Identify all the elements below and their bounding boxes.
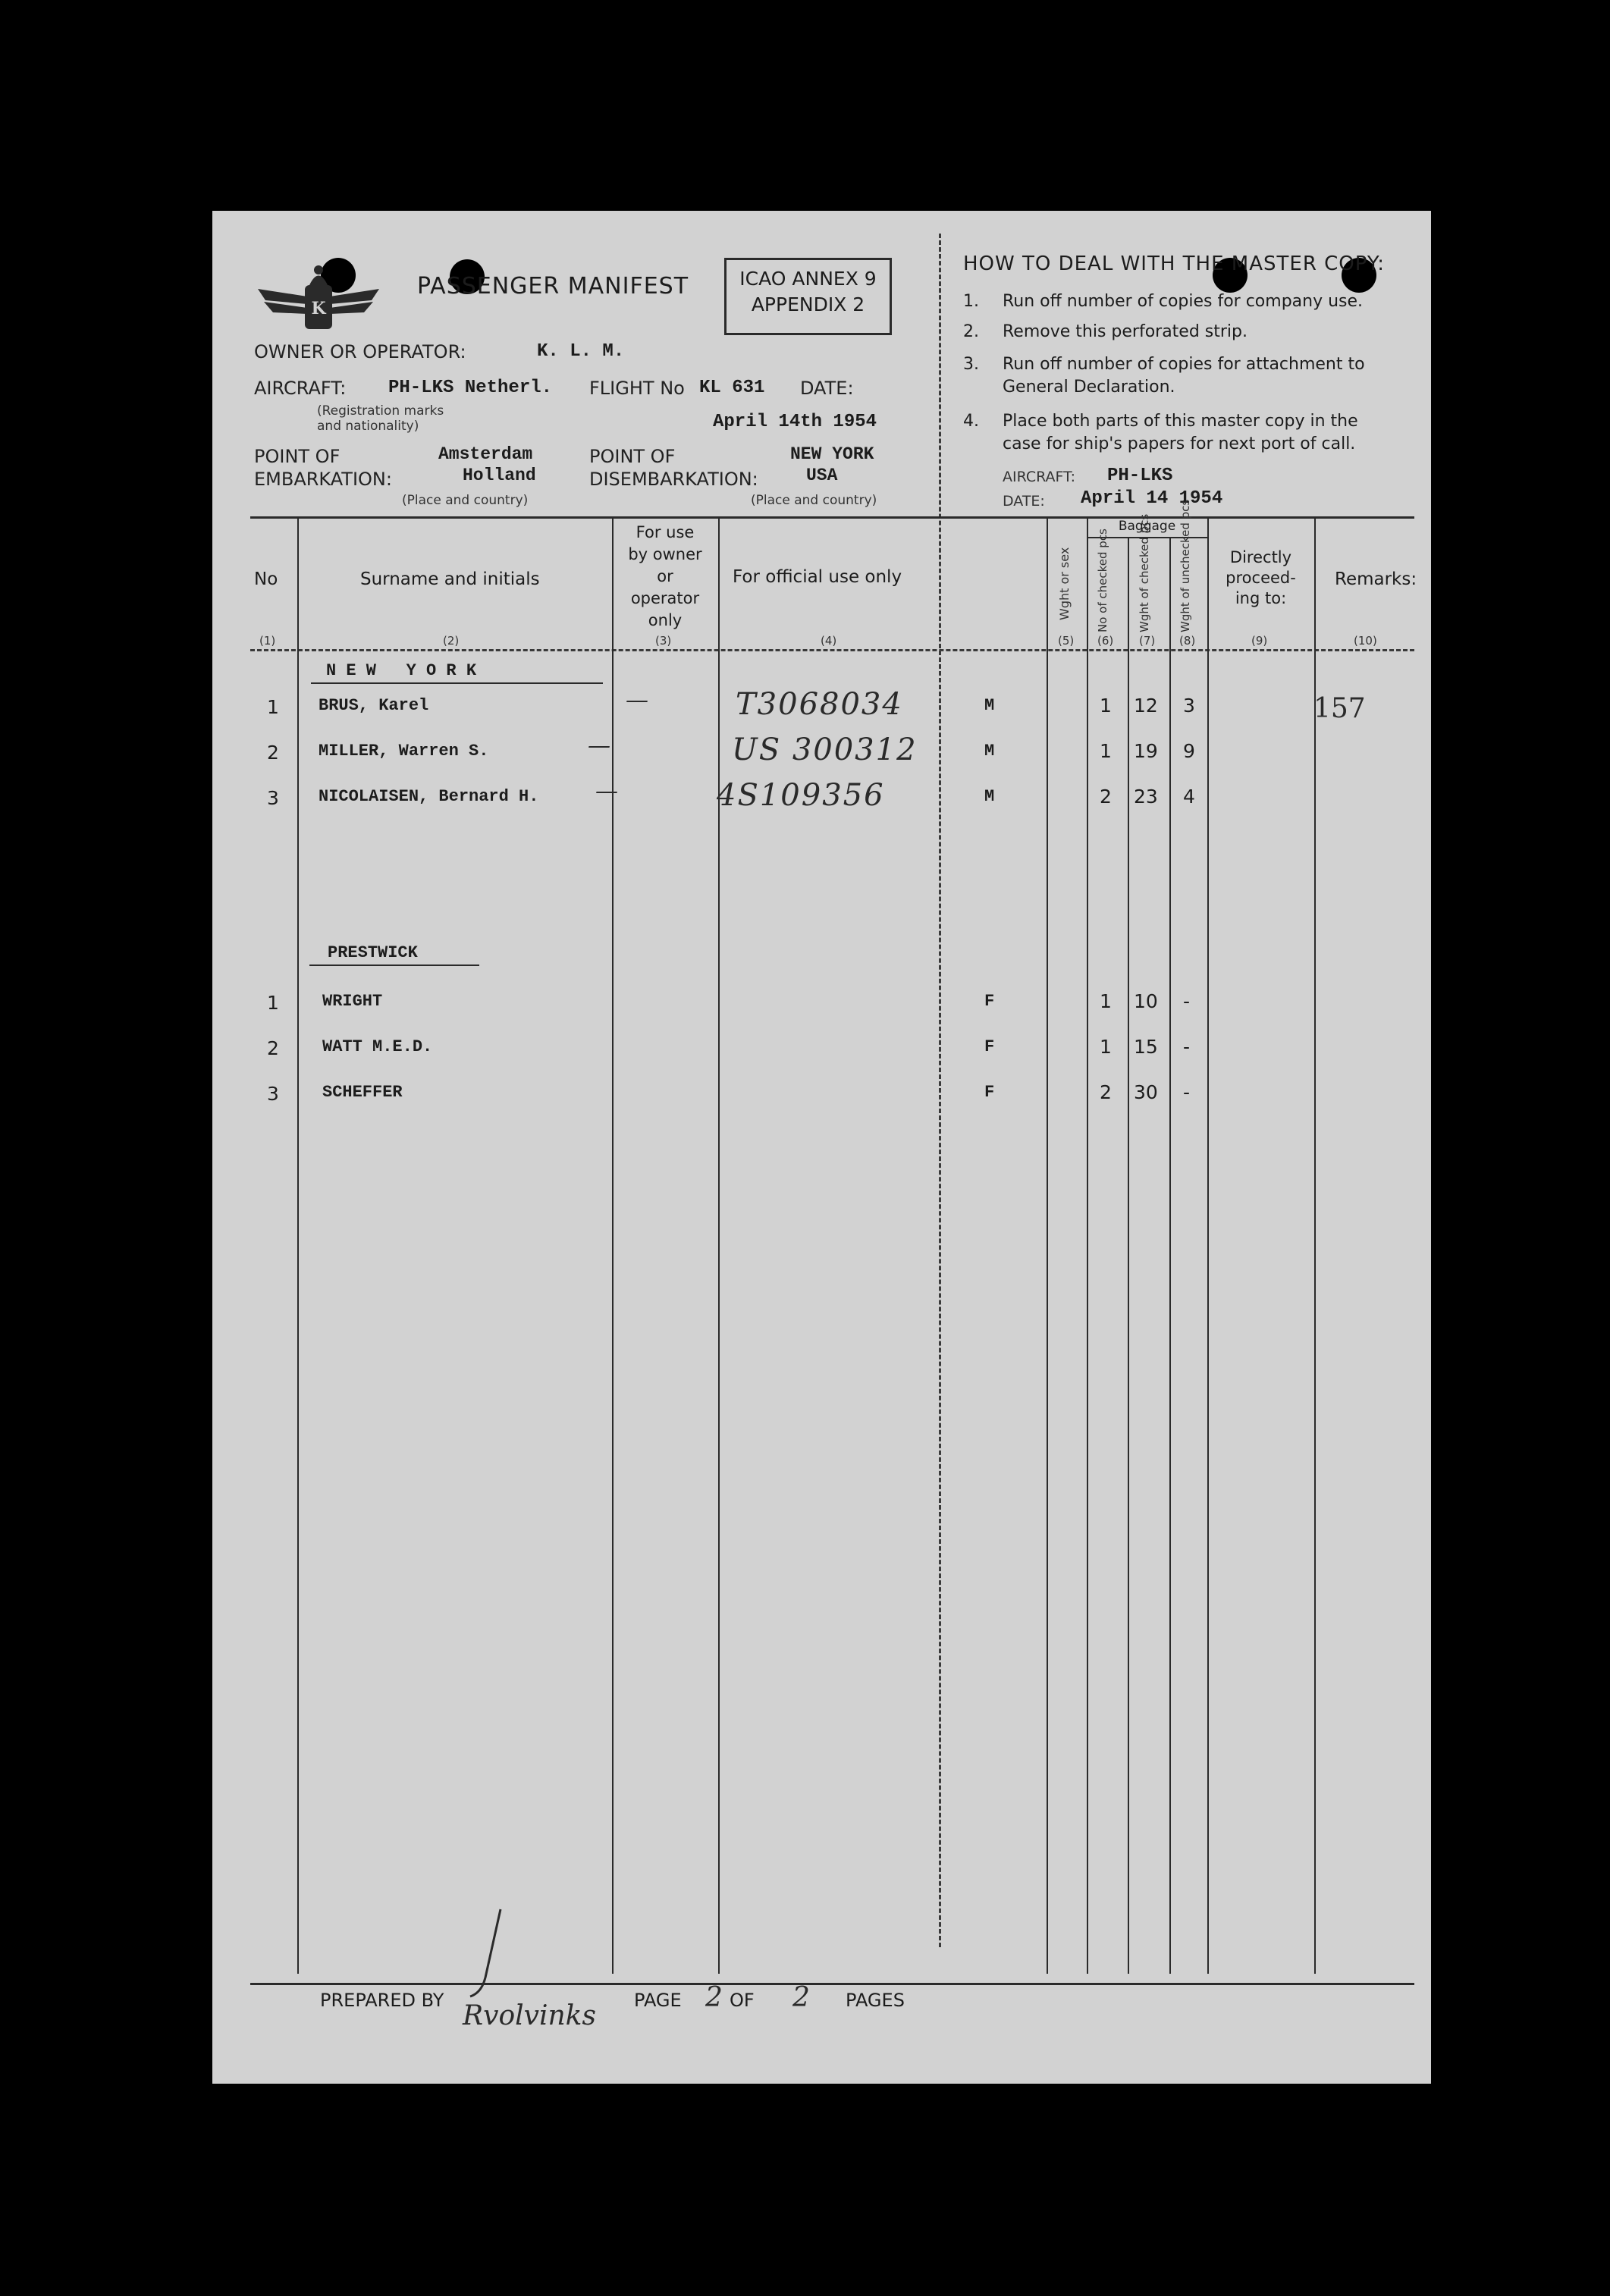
unchecked-weight: - xyxy=(1183,990,1191,1012)
unchecked-weight: - xyxy=(1183,1036,1191,1058)
manifest-sheet xyxy=(212,211,1431,2084)
col-header-directly-line: proceed- xyxy=(1226,569,1296,587)
column-number: (5) xyxy=(1058,634,1075,648)
column-number: (7) xyxy=(1139,634,1156,648)
embarkation-label: POINT OF xyxy=(254,446,341,467)
column-divider xyxy=(297,518,299,1974)
column-number: (4) xyxy=(821,634,837,648)
column-number: (2) xyxy=(443,634,460,648)
col-header-baggage: Baggage xyxy=(1118,519,1176,534)
owner-mark: — xyxy=(595,778,618,805)
passenger-sex: M xyxy=(984,787,995,806)
instruction-text: Place both parts of this master copy in the xyxy=(1003,412,1358,431)
col-header-surname: Surname and initials xyxy=(360,569,540,589)
instruction-text: Run off number of copies for company use. xyxy=(1003,292,1364,311)
signature: Rvolvinks xyxy=(463,2000,596,2031)
column-number: (9) xyxy=(1251,634,1268,648)
col-header-owner-use-line: by owner xyxy=(628,545,702,563)
row-number: 3 xyxy=(267,1083,279,1105)
disembarkation-country: USA xyxy=(806,466,838,485)
instruction-text: case for ship's papers for next port of call. xyxy=(1003,434,1356,453)
date-value: April 14th 1954 xyxy=(713,412,877,432)
footer-rule xyxy=(250,1983,1414,1985)
official-number: US 300312 xyxy=(732,732,918,767)
owner-value: K. L. M. xyxy=(537,341,625,362)
passenger-sex: M xyxy=(984,696,995,715)
instruction-number: 3. xyxy=(963,355,979,374)
checked-weight: 10 xyxy=(1134,990,1158,1012)
instruction-number: 4. xyxy=(963,412,979,431)
registration-note: (Registration marks xyxy=(317,403,444,419)
passenger-sex: M xyxy=(984,742,995,761)
strip-date-label: DATE: xyxy=(1003,493,1045,510)
column-divider xyxy=(1207,518,1209,1974)
col-header-owner-use-line: only xyxy=(648,611,683,629)
checked-pieces: 1 xyxy=(1100,1036,1112,1058)
checked-pieces: 2 xyxy=(1100,786,1112,808)
col-header-no: No xyxy=(254,569,278,589)
unchecked-weight: 3 xyxy=(1183,695,1195,717)
embarkation-country: Holland xyxy=(463,466,536,485)
checked-pieces: 1 xyxy=(1100,740,1112,762)
column-number: (6) xyxy=(1097,634,1114,648)
perforation-line xyxy=(939,234,941,1947)
aircraft-label: AIRCRAFT: xyxy=(254,378,347,399)
table-top-rule xyxy=(250,516,1414,519)
col-header-owner-use-line: or xyxy=(657,567,673,585)
prepared-by-label: PREPARED BY xyxy=(320,1990,444,2011)
col-header-directly xyxy=(1207,547,1314,609)
col-header-directly-line: ing to: xyxy=(1235,589,1287,607)
passenger-sex: F xyxy=(984,1037,995,1056)
instruction-number: 1. xyxy=(963,292,979,311)
instructions-title: HOW TO DEAL WITH THE MASTER COPY: xyxy=(963,252,1386,275)
checked-weight: 23 xyxy=(1134,786,1158,808)
passenger-name: MILLER, Warren S. xyxy=(319,742,489,761)
column-divider xyxy=(612,518,614,1974)
column-divider xyxy=(1314,518,1316,1974)
column-number: (3) xyxy=(655,634,672,648)
disembarkation-place-note: (Place and country) xyxy=(751,493,877,508)
checked-weight: 15 xyxy=(1134,1036,1158,1058)
header-bottom-rule xyxy=(250,649,1414,651)
embarkation-city: Amsterdam xyxy=(438,444,533,464)
column-number: (8) xyxy=(1179,634,1196,648)
official-number: 4S109356 xyxy=(717,778,885,813)
owner-label: OWNER OR OPERATOR: xyxy=(254,341,466,362)
col-header-official: For official use only xyxy=(733,567,902,587)
icao-annex: ICAO ANNEX 9 xyxy=(739,268,877,290)
owner-mark: — xyxy=(626,687,648,714)
page-label: PAGE xyxy=(634,1990,682,2011)
checked-pieces: 1 xyxy=(1100,990,1112,1012)
flight-value: KL 631 xyxy=(699,378,765,398)
pages-label: PAGES xyxy=(846,1990,905,2011)
column-number: (1) xyxy=(259,634,276,648)
col-header-wght-unchecked: Wght of unchecked pcs xyxy=(1178,499,1192,632)
unchecked-weight: 9 xyxy=(1183,740,1195,762)
svg-text:K: K xyxy=(311,299,326,318)
strip-aircraft-label: AIRCRAFT: xyxy=(1003,469,1076,485)
passenger-name: WATT M.E.D. xyxy=(322,1037,433,1056)
col-header-pcs: No of checked pcs xyxy=(1096,529,1109,632)
instruction-number: 2. xyxy=(963,322,979,341)
date-label: DATE: xyxy=(800,378,854,399)
checked-pieces: 1 xyxy=(1100,695,1112,717)
klm-logo-icon xyxy=(250,255,387,346)
disembarkation-label: POINT OF xyxy=(589,446,676,467)
flight-label: FLIGHT No xyxy=(589,378,685,399)
unchecked-weight: 4 xyxy=(1183,786,1195,808)
page-number: 2 xyxy=(705,1982,723,2013)
registration-note-2: and nationality) xyxy=(317,419,419,434)
manifest-title: PASSENGER MANIFEST xyxy=(417,273,689,300)
row-number: 2 xyxy=(267,1037,279,1059)
remarks-value: 157 xyxy=(1313,693,1366,724)
checked-weight: 30 xyxy=(1134,1081,1158,1103)
disembarkation-label-2: DISEMBARKATION: xyxy=(589,469,758,490)
page-total: 2 xyxy=(792,1982,810,2013)
disembarkation-city: NEW YORK xyxy=(790,444,874,464)
column-divider xyxy=(1047,518,1048,1974)
of-label: OF xyxy=(730,1990,755,2011)
passenger-sex: F xyxy=(984,1083,995,1102)
column-divider xyxy=(1169,537,1171,1974)
passenger-sex: F xyxy=(984,992,995,1011)
icao-box xyxy=(724,258,892,335)
col-header-owner-use-line: operator xyxy=(630,589,700,607)
passenger-name: BRUS, Karel xyxy=(319,696,429,715)
row-number: 1 xyxy=(267,992,279,1014)
passenger-name: WRIGHT xyxy=(322,992,383,1011)
instruction-text: General Declaration. xyxy=(1003,378,1175,397)
icao-appendix: APPENDIX 2 xyxy=(751,293,865,315)
col-header-directly-line: Directly xyxy=(1229,548,1292,566)
col-header-owner-use xyxy=(612,522,718,632)
col-header-owner-use-line: For use xyxy=(636,523,695,541)
column-number: (10) xyxy=(1354,634,1377,648)
strip-aircraft-value: PH-LKS xyxy=(1107,466,1173,486)
owner-mark: — xyxy=(588,732,610,759)
column-divider xyxy=(718,518,720,1974)
strip-date-value: April 14 1954 xyxy=(1081,488,1223,509)
group-heading: PRESTWICK xyxy=(328,943,418,962)
row-number: 2 xyxy=(267,742,279,764)
instruction-text: Remove this perforated strip. xyxy=(1003,322,1248,341)
unchecked-weight: - xyxy=(1183,1081,1191,1103)
instruction-text: Run off number of copies for attachment to xyxy=(1003,355,1365,374)
group-heading: N E W Y O R K xyxy=(326,661,477,680)
column-divider xyxy=(1087,518,1088,1974)
passenger-name: SCHEFFER xyxy=(322,1083,403,1102)
col-header-sex: Wght or sex xyxy=(1057,547,1072,620)
row-number: 3 xyxy=(267,787,279,809)
checked-weight: 12 xyxy=(1134,695,1158,717)
embarkation-place-note: (Place and country) xyxy=(402,493,529,508)
col-header-wght-checked: Wght of checked pcs xyxy=(1138,513,1151,632)
embarkation-label-2: EMBARKATION: xyxy=(254,469,392,490)
checked-pieces: 2 xyxy=(1100,1081,1112,1103)
official-number: T3068034 xyxy=(736,687,903,722)
group-heading-underline xyxy=(309,965,479,966)
passenger-name: NICOLAISEN, Bernard H. xyxy=(319,787,539,806)
row-number: 1 xyxy=(267,696,279,718)
group-heading-underline xyxy=(311,682,603,684)
checked-weight: 19 xyxy=(1134,740,1158,762)
column-divider xyxy=(1128,537,1129,1974)
aircraft-value: PH-LKS Netherl. xyxy=(388,378,553,398)
col-header-remarks: Remarks: xyxy=(1335,569,1417,589)
